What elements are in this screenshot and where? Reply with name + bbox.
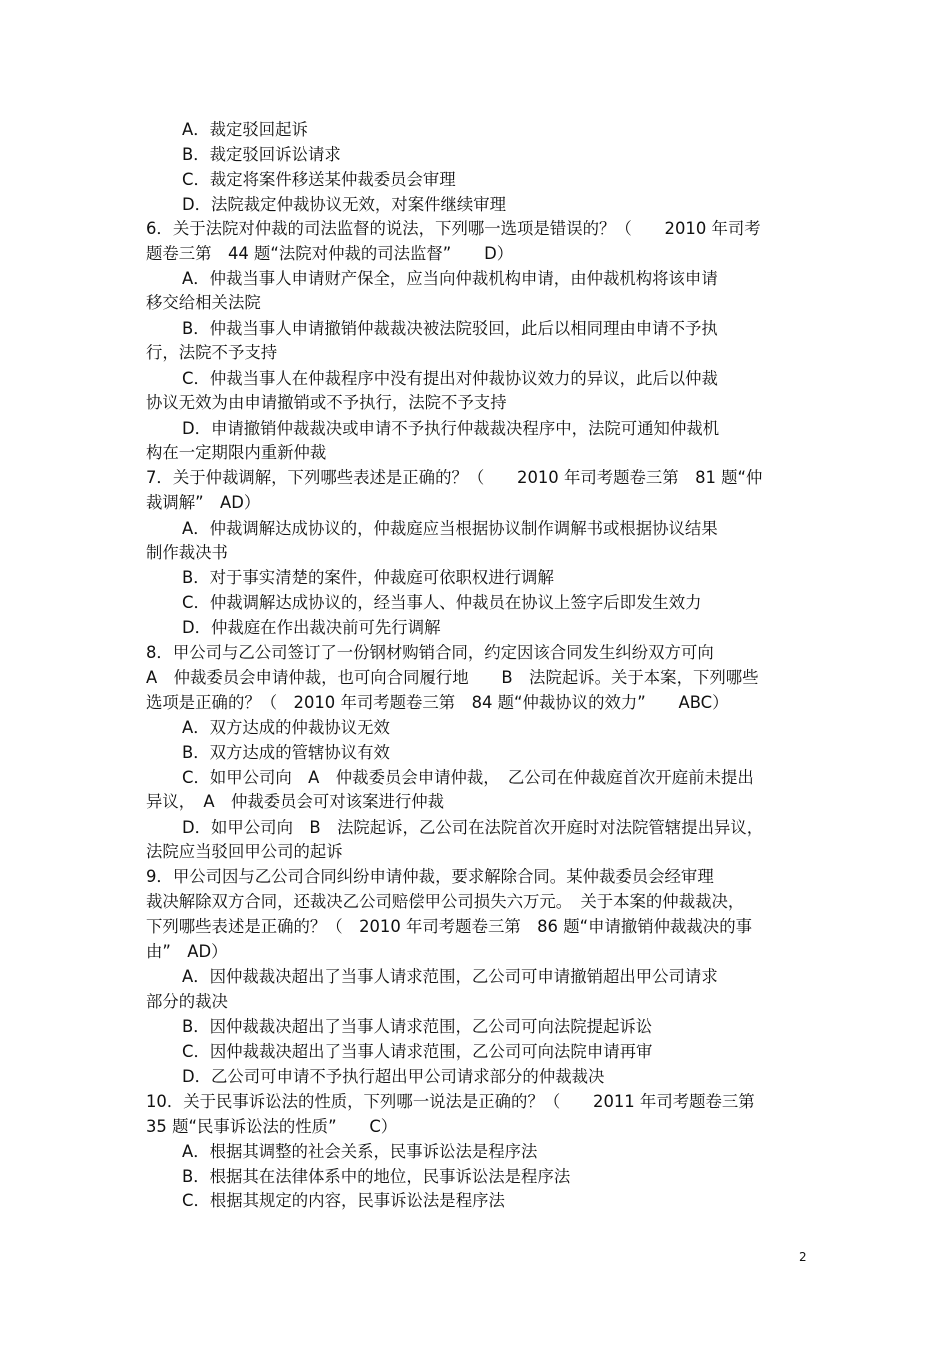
option-line: C．裁定将案件移送某仲裁委员会审理 (182, 170, 456, 189)
option-line: A．双方达成的仲裁协议无效 (182, 718, 390, 737)
option-line: 移交给相关法院 (146, 293, 261, 312)
option-line: A．裁定驳回起诉 (182, 120, 308, 139)
option-line: 制作裁决书 (146, 543, 228, 562)
option-line: D．申请撤销仲裁裁决或申请不予执行仲裁裁决程序中，法院可通知仲裁机 (182, 419, 720, 438)
question-line: A 仲裁委员会申请仲裁，也可向合同履行地 B 法院起诉。关于本案，下列哪些 (146, 668, 759, 687)
question-line: 选项是正确的？（ 2010 年司考题卷三第 84 题“仲裁协议的效力” ABC） (146, 693, 729, 712)
question-line: 由” AD） (146, 942, 228, 961)
option-line: B．对于事实清楚的案件，仲裁庭可依职权进行调解 (182, 568, 554, 587)
option-line: 行，法院不予支持 (146, 343, 278, 362)
option-line: D．仲裁庭在作出裁决前可先行调解 (182, 618, 441, 637)
option-line: C．仲裁当事人在仲裁程序中没有提出对仲裁协议效力的异议，此后以仲裁 (182, 369, 718, 388)
option-line: D．法院裁定仲裁协议无效，对案件继续审理 (182, 195, 507, 214)
option-line: C．如甲公司向 A 仲裁委员会申请仲裁， 乙公司在仲裁庭首次开庭前未提出 (182, 768, 754, 787)
question-line: 6．关于法院对仲裁的司法监督的说法，下列哪一选项是错误的？（ 2010 年司考 (146, 219, 761, 238)
option-line: 构在一定期限内重新仲裁 (146, 443, 327, 462)
option-line: B．裁定驳回诉讼请求 (182, 145, 341, 164)
question-line: 8．甲公司与乙公司签订了一份钢材购销合同，约定因该合同发生纠纷双方可向 (146, 643, 714, 662)
question-line: 7．关于仲裁调解，下列哪些表述是正确的？（ 2010 年司考题卷三第 81 题“仲 (146, 468, 763, 487)
option-line: C．根据其规定的内容，民事诉讼法是程序法 (182, 1191, 505, 1210)
question-line: 题卷三第 44 题“法院对仲裁的司法监督” D） (146, 244, 514, 263)
option-line: A．仲裁当事人申请财产保全，应当向仲裁机构申请，由仲裁机构将该申请 (182, 269, 718, 288)
option-line: B．双方达成的管辖协议有效 (182, 743, 390, 762)
option-line: 法院应当驳回甲公司的起诉 (146, 842, 343, 861)
option-line: 部分的裁决 (146, 992, 228, 1011)
question-line: 35 题“民事诉讼法的性质” C） (146, 1117, 398, 1136)
option-line: 异议， A 仲裁委员会可对该案进行仲裁 (146, 792, 445, 811)
question-line: 裁决解除双方合同，还裁决乙公司赔偿甲公司损失六万元。 关于本案的仲裁裁决， (146, 892, 745, 911)
question-line: 9．甲公司因与乙公司合同纠纷申请仲裁，要求解除合同。某仲裁委员会经审理 (146, 867, 714, 886)
option-line: A．因仲裁裁决超出了当事人请求范围，乙公司可申请撤销超出甲公司请求 (182, 967, 718, 986)
question-line: 裁调解” AD） (146, 493, 261, 512)
option-line: 协议无效为由申请撤销或不予执行，法院不予支持 (146, 393, 507, 412)
option-line: D．如甲公司向 B 法院起诉，乙公司在法院首次开庭时对法院管辖提出异议， (182, 818, 764, 837)
option-line: C．仲裁调解达成协议的，经当事人、仲裁员在协议上签字后即发生效力 (182, 593, 702, 612)
option-line: B．根据其在法律体系中的地位，民事诉讼法是程序法 (182, 1167, 571, 1186)
option-line: D．乙公司可申请不予执行超出甲公司请求部分的仲裁裁决 (182, 1067, 605, 1086)
question-line: 10．关于民事诉讼法的性质，下列哪一说法是正确的？（ 2011 年司考题卷三第 (146, 1092, 755, 1111)
option-line: B．因仲裁裁决超出了当事人请求范围，乙公司可向法院提起诉讼 (182, 1017, 653, 1036)
option-line: A．根据其调整的社会关系，民事诉讼法是程序法 (182, 1142, 538, 1161)
question-line: 下列哪些表述是正确的？（ 2010 年司考题卷三第 86 题“申请撤销仲裁裁决的事 (146, 917, 752, 936)
option-line: A．仲裁调解达成协议的，仲裁庭应当根据协议制作调解书或根据协议结果 (182, 519, 718, 538)
page-number: 2 (799, 1250, 807, 1264)
option-line: C．因仲裁裁决超出了当事人请求范围，乙公司可向法院申请再审 (182, 1042, 653, 1061)
option-line: B．仲裁当事人申请撤销仲裁裁决被法院驳回，此后以相同理由申请不予执 (182, 319, 718, 338)
